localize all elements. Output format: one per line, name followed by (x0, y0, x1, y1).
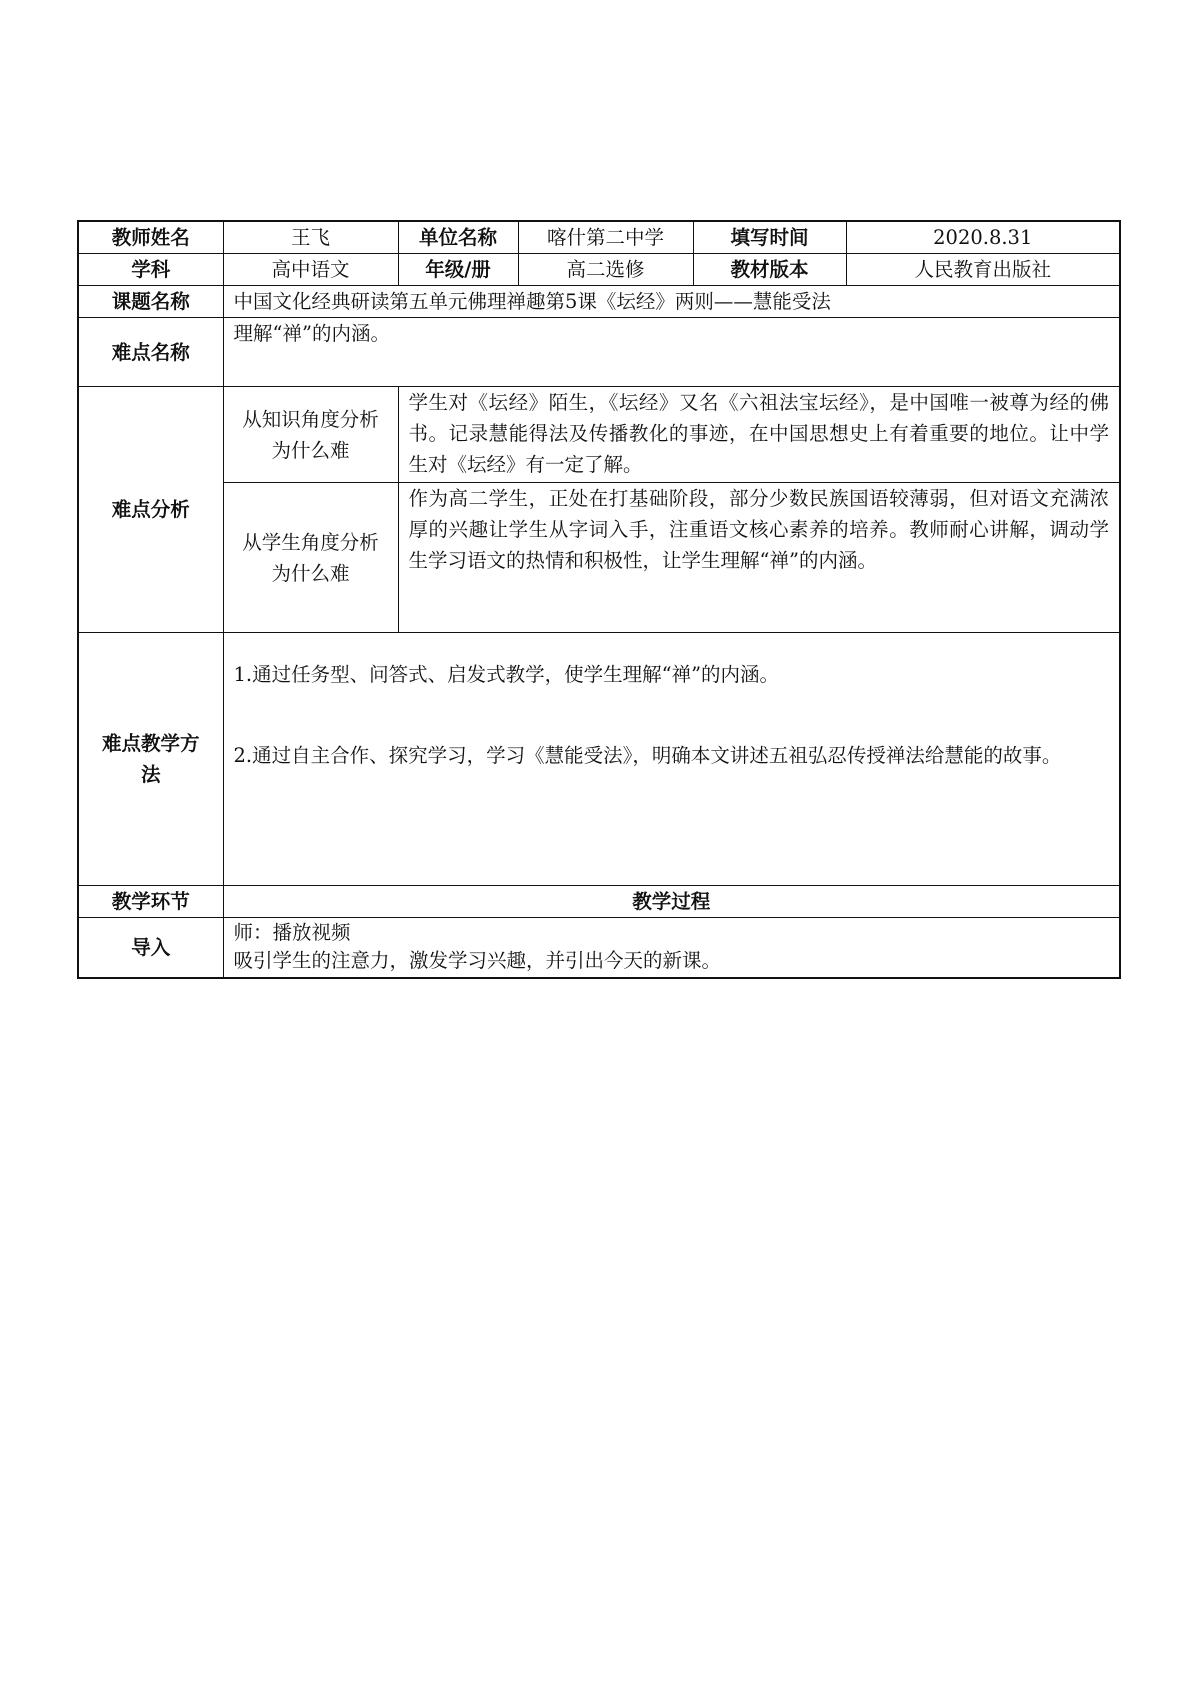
teaching-method-item-2: 2.通过自主合作、探究学习，学习《慧能受法》，明确本文讲述五祖弘忍传授禅法给慧能的故事。 (233, 744, 1062, 767)
method-row (78, 633, 1120, 886)
unit-name-label: 单位名称 (398, 221, 518, 254)
teacher-name-value: 王飞 (223, 221, 398, 254)
header-row-2 (78, 254, 1120, 286)
difficulty-row (78, 318, 1120, 387)
unit-name-value: 喀什第二中学 (518, 221, 693, 254)
analysis-knowledge-row (78, 387, 1120, 483)
analysis-student-row (78, 483, 1120, 633)
analysis-label: 难点分析 (78, 387, 223, 633)
teaching-stage-header: 教学环节 (78, 886, 223, 918)
intro-stage-label: 导入 (78, 918, 223, 978)
difficulty-label: 难点名称 (78, 318, 223, 387)
knowledge-angle-label (223, 387, 398, 483)
grade-value: 高二选修 (518, 254, 693, 286)
intro-line-2: 吸引学生的注意力，激发学习兴趣，并引出今天的新课。 (233, 949, 722, 973)
intro-stage-content (223, 918, 1120, 978)
header-row-1 (78, 221, 1120, 254)
student-angle-label-line-2: 为什么难 (271, 561, 350, 585)
teaching-method-label-line-1: 难点教学方 (101, 732, 200, 755)
teaching-method-label-line-2: 法 (140, 763, 161, 786)
teaching-method-item-1: 1.通过任务型、问答式、启发式教学，使学生理解“禅”的内涵。 (233, 663, 780, 686)
process-header-row (78, 886, 1120, 918)
fill-date-label: 填写时间 (693, 221, 846, 254)
textbook-edition-label: 教材版本 (693, 254, 846, 286)
subject-value: 高中语文 (223, 254, 398, 286)
lesson-plan-table (77, 220, 1121, 979)
textbook-edition-value: 人民教育出版社 (846, 254, 1120, 286)
student-angle-label-line-1: 从学生角度分析 (242, 530, 379, 554)
teaching-method-label (78, 633, 223, 886)
knowledge-angle-label-line-1: 从知识角度分析 (242, 407, 379, 431)
intro-line-1: 师：播放视频 (233, 921, 351, 945)
topic-label: 课题名称 (78, 286, 223, 318)
intro-row (78, 918, 1120, 978)
grade-label: 年级/册 (398, 254, 518, 286)
knowledge-angle-text: 学生对《坛经》陌生，《坛经》又名《六祖法宝坛经》，是中国唯一被尊为经的佛书。记录慧能得法及传播教化的事迹，在中国思想史上有着重要的地位。让中学生对《坛经》有一定了解。 (398, 387, 1120, 483)
difficulty-value: 理解“禅”的内涵。 (223, 318, 1120, 387)
teacher-name-label: 教师姓名 (78, 221, 223, 254)
topic-row (78, 286, 1120, 318)
subject-label: 学科 (78, 254, 223, 286)
student-angle-label (223, 483, 398, 633)
teaching-method-content (223, 633, 1120, 886)
topic-value: 中国文化经典研读第五单元佛理禅趣第5课《坛经》两则——慧能受法 (223, 286, 1120, 318)
teaching-process-header: 教学过程 (223, 886, 1120, 918)
student-angle-text: 作为高二学生，正处在打基础阶段，部分少数民族国语较薄弱，但对语文充满浓厚的兴趣让学生从字词入手，注重语文核心素养的培养。教师耐心讲解，调动学生学习语文的热情和积极性，让学生理解“禅”的内涵。 (398, 483, 1120, 633)
knowledge-angle-label-line-2: 为什么难 (271, 438, 350, 462)
fill-date-value: 2020.8.31 (846, 221, 1120, 254)
